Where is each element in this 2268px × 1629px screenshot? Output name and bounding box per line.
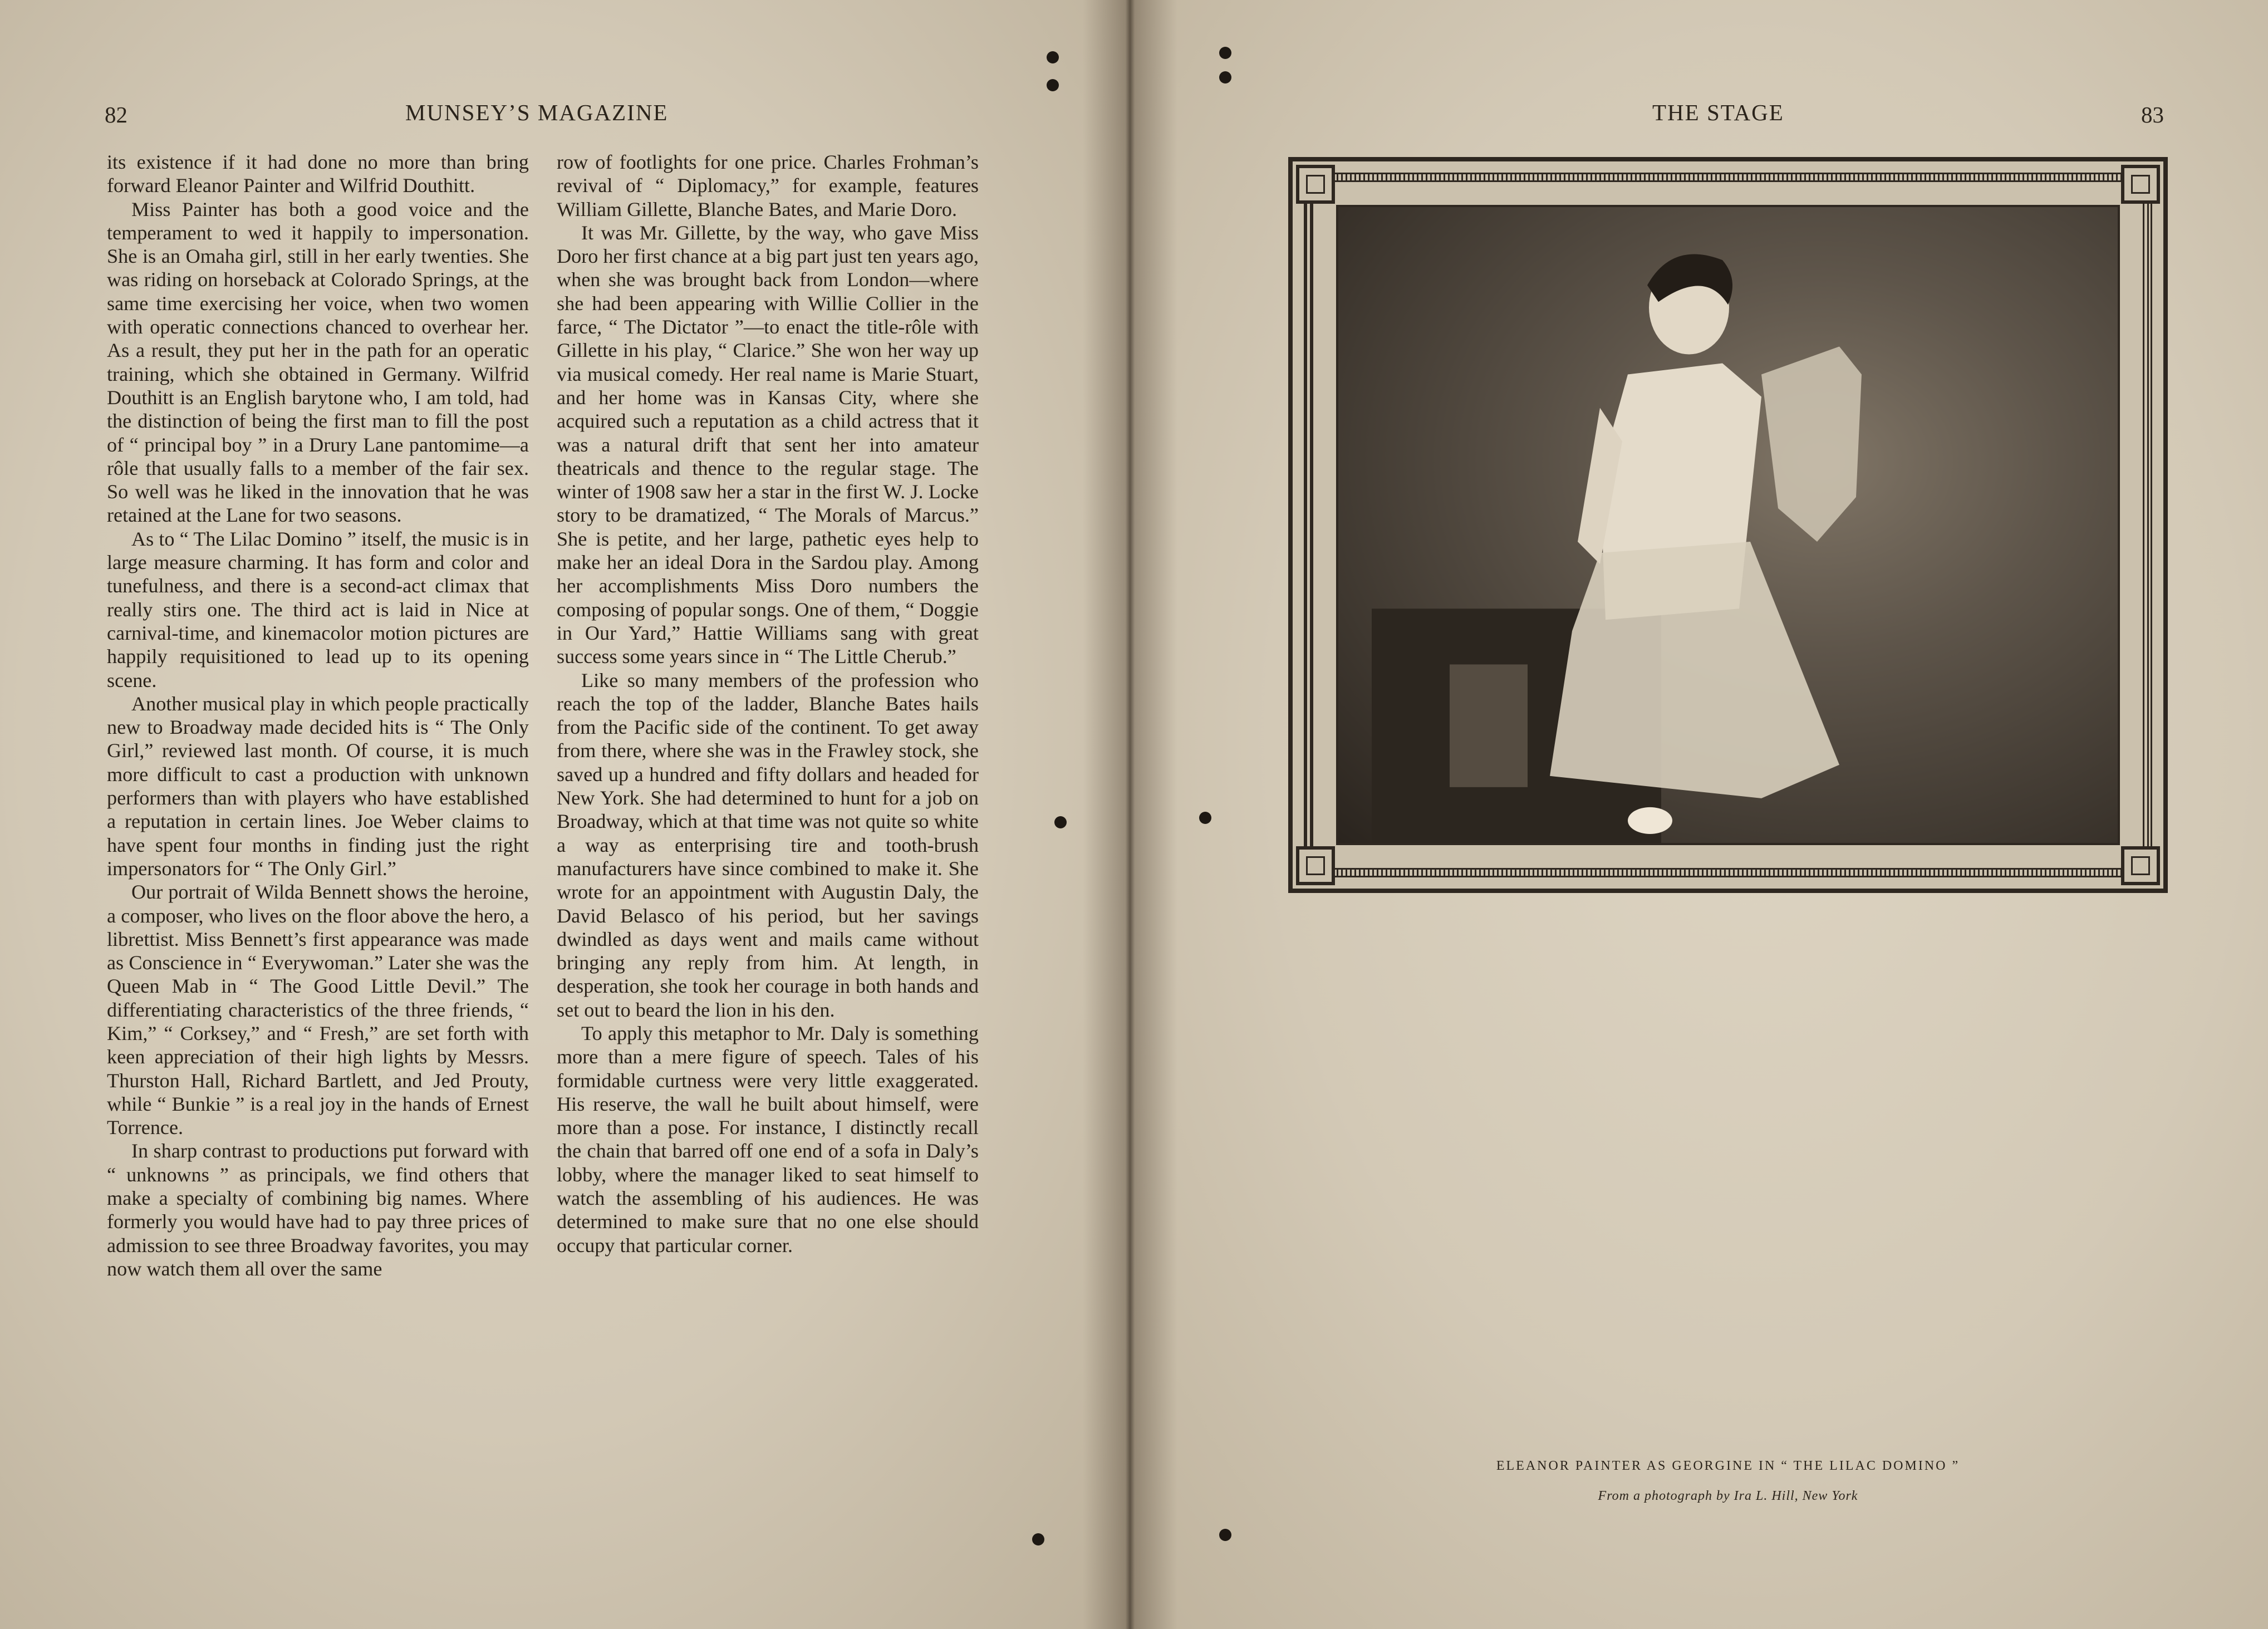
skirt (1550, 542, 1839, 798)
binding-hole (1219, 71, 1231, 84)
right-running-head: THE STAGE (1652, 100, 1784, 125)
binding-hole (1199, 812, 1211, 824)
shoe (1628, 807, 1672, 834)
photo-caption: ELEANOR PAINTER AS GEORGINE IN “ THE LILAC DOMINO ” (1496, 1459, 1960, 1473)
portrait-illustration (1338, 207, 2118, 843)
paragraph: As to “ The Lilac Domino ” itself, the music is in large measure charming. It has form and color and tunefulness, and there is a second-act climax that really stirs one. The third act is laid in Nice at carnival-time, and kinemacolor motion pictures are happily requisitioned to lead up to its opening scene. (107, 527, 529, 691)
frame-corner-ornament (2121, 165, 2160, 204)
left-column-2 (557, 150, 979, 1257)
paragraph: Like so many members of the profession who reach the top of the ladder, Blanche Bates hails from the Pacific side of the continent. To get away from there, where she was in the Frawley stock, she saved up a hundred and fifty dollars and headed for New York. She had determined to hunt for a job on Broadway, which at that time was not quite so white a way as enterprising tire and tooth-brush manufacturers have since combined to make it. She wrote for an appointment with Augustin Daly, the David Belasco of his period, but her savings dwindled as days went and mails came without bringing any reply from him. At length, in desperation, she took her courage in both hands and set out to beard the lion in his den. (557, 669, 979, 1021)
paragraph: It was Mr. Gillette, by the way, who gave Miss Doro her first chance at a big part just ten years ago, when she was brought back from London—where she had been appearing with Willie Collier in the farce, “ The Dictator ”—to enact the title-rôle with Gillette in his play, “ Clarice.” She won her way up via musical comedy. Her real name is Marie Stuart, and her home was in Kansas City, where she acquired such a reputation as a child actress that it was a natural drift that sent her into amateur theatricals and thence to the regular stage. The winter of 1908 saw her a star in the first W. J. Locke story to be dramatized, “ The Morals of Marcus.” She is petite, and her large, pathetic eyes help to make her an ideal Dora in the Sardou play. Among her accomplishments Miss Doro numbers the composing of popular songs. One of them, “ Doggie in Our Yard,” Hattie Williams sang with great success some years since in “ The Little Cherub.” (557, 221, 979, 668)
portrait-photograph (1336, 205, 2120, 845)
left-page-number: 82 (105, 102, 127, 127)
binding-hole (1219, 47, 1231, 59)
frame-corner-ornament (1296, 846, 1335, 885)
photo-frame (1288, 157, 2168, 893)
raised-sleeve (1761, 346, 1862, 542)
paragraph: Another musical play in which people practically new to Broadway made decided hits is “ The Only Girl,” reviewed last month. Of course, it is much more difficult to cast a production with unknown performers than with players who have established a reputation in certain lines. Joe Weber claims to have spent four months in finding just the right impersonators for “ The Only Girl.” (107, 692, 529, 880)
binding-hole (1032, 1533, 1044, 1545)
binding-hole (1054, 816, 1067, 828)
binding-hole (1047, 51, 1059, 63)
paragraph: To apply this metaphor to Mr. Daly is something more than a mere figure of speech. Tales of his formidable curtness were very little exaggerated. His reserve, the wall he built about himself, were more than a pose. For instance, I distinctly recall the chain that barred off one end of a sofa in Daly’s lobby, where the manager liked to seat himself to watch the assembling of his audiences. He was determined to make sure that no one else should occupy that particular corner. (557, 1022, 979, 1257)
binding-hole (1047, 79, 1059, 91)
paragraph: row of footlights for one price. Charles Frohman’s revival of “ Diplomacy,” for example, features William Gillette, Blanche Bates, and Marie Doro. (557, 151, 979, 220)
stair-post (1450, 664, 1528, 787)
paragraph: Miss Painter has both a good voice and the temperament to wed it happily to impersonation. She is an Omaha girl, still in her early twenties. She was riding on horseback at Colorado Springs, at the same time exercising her voice, when two women with operatic connections chanced to overhear her. As a result, they put her in the path for an operatic training, which she obtained in Germany. Wilfrid Douthitt is an English barytone who, I am told, had the distinction of being the first man to fill the post of “ principal boy ” in a Drury Lane pantomime—a rôle that usually falls to a member of the fair sex. So well was he liked in the innovation that he was retained at the Lane for two seasons. (107, 198, 529, 527)
photo-credit: From a photograph by Ira L. Hill, New York (1598, 1489, 1858, 1503)
left-page (0, 0, 1130, 1629)
frame-corner-ornament (1296, 165, 1335, 204)
binding-hole (1219, 1529, 1231, 1541)
left-column-1 (107, 150, 529, 1280)
paragraph: its existence if it had done no more than bring forward Eleanor Painter and Wilfrid Douthitt. (107, 151, 529, 197)
right-page-number: 83 (2141, 102, 2164, 127)
paragraph: Our portrait of Wilda Bennett shows the heroine, a composer, who lives on the floor above the hero, a librettist. Miss Bennett’s first appearance was made as Conscience in “ Everywoman.” Later she was the Queen Mab in “ The Good Little Devil.” The differentiating characteristics of the three friends, “ Kim,” “ Corksey,” and “ Fresh,” are set forth with keen appreciation of their high lights by Messrs. Thurston Hall, Richard Bartlett, and Jed Prouty, while “ Bunkie ” is a real joy in the hands of Ernest Torrence. (107, 881, 529, 1139)
paragraph: In sharp contrast to productions put forward with “ unknowns ” as principals, we find others that make a specialty of combining big names. Where formerly you would have had to pay three prices of admission to see three Broadway favorites, you may now watch them all over the same (107, 1140, 529, 1280)
left-running-head: MUNSEY’S MAGAZINE (405, 100, 669, 125)
frame-corner-ornament (2121, 846, 2160, 885)
